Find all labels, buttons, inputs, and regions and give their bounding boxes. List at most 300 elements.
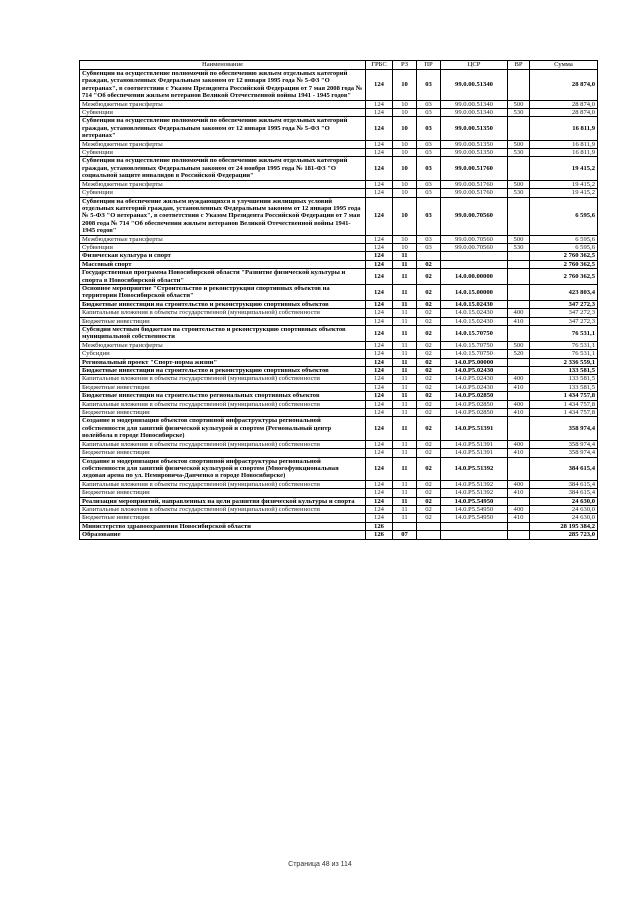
row-rz-cell: 11 [393, 309, 417, 317]
table-row [80, 252, 598, 260]
row-pr-cell: 03 [417, 197, 441, 235]
table-row [80, 309, 598, 317]
row-grbs-cell: 124 [366, 367, 393, 375]
row-csr-cell: 14.0.P5.02430 [441, 367, 508, 375]
row-grbs-cell: 124 [366, 375, 393, 383]
row-vr-cell: 400 [508, 375, 530, 383]
row-name-cell: Межбюджетные трансферты [80, 341, 366, 349]
row-csr-cell: 99.0.00.51350 [441, 117, 508, 140]
row-vr-cell: 500 [508, 100, 530, 108]
row-pr-cell: 02 [417, 326, 441, 342]
row-name-cell: Субвенции на осуществление полномочий по обеспечению жильем отдельных категорий граждан, установленных Федеральным законом от 24 ноября 1995 года № 181-ФЗ "О социальной защите инвалидов в Российской Федерации" [80, 157, 366, 180]
row-vr-cell: 530 [508, 149, 530, 157]
row-pr-cell: 03 [417, 149, 441, 157]
row-csr-cell: 14.0.15.02430 [441, 309, 508, 317]
row-csr-cell: 14.0.15.70750 [441, 350, 508, 358]
row-name-cell: Бюджетные инвестиции [80, 317, 366, 325]
table-row [80, 375, 598, 383]
row-sum-cell: 347 272,3 [530, 309, 598, 317]
row-vr-cell [508, 326, 530, 342]
table-row [80, 392, 598, 400]
row-rz-cell: 10 [393, 117, 417, 140]
row-sum-cell: 19 415,2 [530, 180, 598, 188]
row-rz-cell: 11 [393, 284, 417, 300]
row-rz-cell: 11 [393, 409, 417, 417]
row-grbs-cell: 124 [366, 489, 393, 497]
table-row [80, 300, 598, 308]
row-vr-cell: 500 [508, 180, 530, 188]
row-name-cell: Капитальные вложения в объекты государственной (муниципальной) собственности [80, 309, 366, 317]
table-row [80, 522, 598, 530]
row-sum-cell: 28 195 384,2 [530, 522, 598, 530]
row-grbs-cell: 124 [366, 189, 393, 197]
row-name-cell: Реализация мероприятий, направленных на цели развития физической культуры и спорта [80, 497, 366, 505]
row-pr-cell: 02 [417, 284, 441, 300]
row-pr-cell: 02 [417, 317, 441, 325]
row-name-cell: Субвенции [80, 189, 366, 197]
row-grbs-cell: 124 [366, 70, 393, 101]
row-sum-cell: 76 531,1 [530, 326, 598, 342]
row-pr-cell: 03 [417, 100, 441, 108]
row-grbs-cell: 124 [366, 300, 393, 308]
row-vr-cell: 500 [508, 140, 530, 148]
row-sum-cell: 28 874,0 [530, 70, 598, 101]
row-vr-cell: 400 [508, 440, 530, 448]
row-rz-cell: 11 [393, 350, 417, 358]
table-row [80, 457, 598, 480]
table-row [80, 409, 598, 417]
row-rz-cell: 10 [393, 109, 417, 117]
row-csr-cell: 99.0.00.51350 [441, 149, 508, 157]
row-csr-cell [441, 522, 508, 530]
row-sum-cell: 16 811,9 [530, 140, 598, 148]
row-vr-cell [508, 392, 530, 400]
row-rz-cell: 10 [393, 140, 417, 148]
row-rz-cell: 11 [393, 457, 417, 480]
row-name-cell: Бюджетные инвестиции на строительство и реконструкцию спортивных объектов [80, 300, 366, 308]
row-csr-cell: 99.0.00.51340 [441, 70, 508, 101]
table-row [80, 358, 598, 366]
row-rz-cell: 10 [393, 197, 417, 235]
row-pr-cell: 02 [417, 440, 441, 448]
row-grbs-cell: 124 [366, 350, 393, 358]
row-rz-cell: 11 [393, 252, 417, 260]
table-row [80, 117, 598, 140]
row-pr-cell: 02 [417, 392, 441, 400]
row-csr-cell: 14.0.15.70750 [441, 341, 508, 349]
row-name-cell: Субвенции на обеспечение жильем нуждающихся в улучшении жилищных условий отдельных категорий граждан, установленных Федеральным законом от 12 января 1995 года № 5-ФЗ "О ветеранах", в соответствии с Указом Президента Российской Федерации от 7 мая 2008 года № 714 "Об обеспечении жильем ветеранов Великой Отечественной войны 1941-1945 годов" [80, 197, 366, 235]
row-csr-cell: 14.0.P5.51391 [441, 417, 508, 440]
row-sum-cell: 347 272,3 [530, 300, 598, 308]
row-csr-cell: 99.0.00.70560 [441, 243, 508, 251]
row-grbs-cell: 124 [366, 109, 393, 117]
row-vr-cell [508, 284, 530, 300]
row-grbs-cell: 124 [366, 341, 393, 349]
col-header-vr: ВР [508, 61, 530, 70]
row-grbs-cell: 124 [366, 140, 393, 148]
row-grbs-cell: 124 [366, 480, 393, 488]
row-sum-cell: 24 630,0 [530, 497, 598, 505]
row-grbs-cell: 126 [366, 522, 393, 530]
row-pr-cell: 03 [417, 235, 441, 243]
row-vr-cell [508, 300, 530, 308]
row-csr-cell: 99.0.00.51760 [441, 180, 508, 188]
table-row [80, 367, 598, 375]
row-vr-cell [508, 358, 530, 366]
row-vr-cell [508, 157, 530, 180]
row-rz-cell: 11 [393, 341, 417, 349]
row-pr-cell: 03 [417, 109, 441, 117]
row-pr-cell: 02 [417, 350, 441, 358]
table-row [80, 260, 598, 268]
row-vr-cell: 410 [508, 409, 530, 417]
row-rz-cell: 10 [393, 189, 417, 197]
row-name-cell: Субвенции [80, 109, 366, 117]
row-grbs-cell: 124 [366, 514, 393, 522]
col-header-rz: РЗ [393, 61, 417, 70]
row-sum-cell: 28 874,0 [530, 109, 598, 117]
row-csr-cell: 14.0.P5.54950 [441, 514, 508, 522]
table-row [80, 440, 598, 448]
table-row [80, 326, 598, 342]
row-csr-cell: 14.0.P5.51391 [441, 449, 508, 457]
row-rz-cell: 11 [393, 480, 417, 488]
row-csr-cell: 14.0.P5.02430 [441, 383, 508, 391]
row-vr-cell: 530 [508, 189, 530, 197]
row-rz-cell: 11 [393, 514, 417, 522]
row-grbs-cell: 124 [366, 400, 393, 408]
table-row [80, 157, 598, 180]
row-pr-cell: 03 [417, 243, 441, 251]
row-grbs-cell: 124 [366, 235, 393, 243]
row-name-cell: Бюджетные инвестиции [80, 449, 366, 457]
row-pr-cell: 02 [417, 489, 441, 497]
row-rz-cell: 11 [393, 489, 417, 497]
row-name-cell: Бюджетные инвестиции [80, 383, 366, 391]
row-grbs-cell: 124 [366, 358, 393, 366]
row-rz-cell: 10 [393, 100, 417, 108]
table-row [80, 383, 598, 391]
table-row [80, 269, 598, 285]
table-row [80, 284, 598, 300]
row-vr-cell [508, 269, 530, 285]
row-csr-cell: 14.0.P5.54950 [441, 497, 508, 505]
row-name-cell: Бюджетные инвестиции [80, 489, 366, 497]
row-vr-cell: 410 [508, 317, 530, 325]
row-vr-cell [508, 417, 530, 440]
row-rz-cell: 10 [393, 180, 417, 188]
row-csr-cell [441, 260, 508, 268]
table-row [80, 341, 598, 349]
row-rz-cell: 11 [393, 269, 417, 285]
row-name-cell: Основное мероприятие "Строительство и реконструкция спортивных объектов на территории Новосибирской области" [80, 284, 366, 300]
row-pr-cell: 02 [417, 269, 441, 285]
row-name-cell: Региональный проект "Спорт-норма жизни" [80, 358, 366, 366]
row-vr-cell: 400 [508, 400, 530, 408]
row-rz-cell: 11 [393, 375, 417, 383]
row-vr-cell [508, 260, 530, 268]
row-sum-cell: 384 615,4 [530, 489, 598, 497]
row-pr-cell: 02 [417, 457, 441, 480]
row-sum-cell: 358 974,4 [530, 449, 598, 457]
row-csr-cell: 14.0.00.00000 [441, 269, 508, 285]
row-vr-cell [508, 70, 530, 101]
row-sum-cell: 133 581,5 [530, 375, 598, 383]
row-sum-cell: 19 415,2 [530, 189, 598, 197]
row-name-cell: Физическая культура и спорт [80, 252, 366, 260]
row-name-cell: Создание и модернизация объектов спортивной инфраструктуры региональной собственности для занятий физической культурой и спортом (Региональный центр волейбола в городе Новосибирске) [80, 417, 366, 440]
row-grbs-cell: 124 [366, 269, 393, 285]
row-vr-cell [508, 531, 530, 539]
row-pr-cell: 02 [417, 300, 441, 308]
row-pr-cell: 02 [417, 367, 441, 375]
row-pr-cell: 02 [417, 480, 441, 488]
row-rz-cell: 11 [393, 367, 417, 375]
row-grbs-cell: 124 [366, 409, 393, 417]
row-sum-cell: 384 615,4 [530, 480, 598, 488]
row-grbs-cell: 124 [366, 497, 393, 505]
row-csr-cell: 14.0.15.02430 [441, 300, 508, 308]
row-sum-cell: 76 531,1 [530, 350, 598, 358]
row-csr-cell: 99.0.00.51340 [441, 109, 508, 117]
row-sum-cell: 16 811,9 [530, 117, 598, 140]
row-sum-cell: 384 615,4 [530, 457, 598, 480]
row-vr-cell [508, 522, 530, 530]
row-name-cell: Субсидии [80, 350, 366, 358]
row-grbs-cell: 124 [366, 149, 393, 157]
row-grbs-cell: 124 [366, 117, 393, 140]
row-csr-cell: 99.0.00.70560 [441, 235, 508, 243]
row-vr-cell: 500 [508, 341, 530, 349]
row-name-cell: Субвенции на осуществление полномочий по обеспечению жильем отдельных категорий граждан, установленных Федеральным законом от 12 января 1995 года № 5-ФЗ "О ветеранах" [80, 117, 366, 140]
row-pr-cell: 02 [417, 341, 441, 349]
row-sum-cell: 6 595,6 [530, 235, 598, 243]
row-csr-cell: 99.0.00.51760 [441, 157, 508, 180]
row-vr-cell [508, 367, 530, 375]
row-grbs-cell: 124 [366, 383, 393, 391]
row-rz-cell: 10 [393, 235, 417, 243]
table-row [80, 197, 598, 235]
row-grbs-cell: 124 [366, 260, 393, 268]
row-vr-cell: 410 [508, 449, 530, 457]
row-name-cell: Субвенции [80, 243, 366, 251]
row-vr-cell: 400 [508, 480, 530, 488]
row-sum-cell: 16 811,9 [530, 149, 598, 157]
row-vr-cell: 410 [508, 383, 530, 391]
row-csr-cell: 14.0.P5.51392 [441, 480, 508, 488]
row-rz-cell: 11 [393, 449, 417, 457]
row-grbs-cell: 124 [366, 417, 393, 440]
row-rz-cell: 10 [393, 157, 417, 180]
row-grbs-cell: 124 [366, 392, 393, 400]
row-name-cell: Бюджетные инвестиции [80, 514, 366, 522]
row-pr-cell: 02 [417, 260, 441, 268]
col-header-csr: ЦСР [441, 61, 508, 70]
table-header-row [80, 61, 598, 70]
row-name-cell: Межбюджетные трансферты [80, 100, 366, 108]
row-grbs-cell: 124 [366, 100, 393, 108]
row-sum-cell: 19 415,2 [530, 157, 598, 180]
row-pr-cell: 02 [417, 409, 441, 417]
table-row [80, 417, 598, 440]
row-grbs-cell: 124 [366, 243, 393, 251]
row-csr-cell: 99.0.00.70560 [441, 197, 508, 235]
row-rz-cell: 11 [393, 358, 417, 366]
row-vr-cell: 410 [508, 489, 530, 497]
row-csr-cell: 14.0.P5.54950 [441, 505, 508, 513]
row-sum-cell: 133 581,5 [530, 367, 598, 375]
row-grbs-cell: 124 [366, 449, 393, 457]
row-pr-cell [417, 252, 441, 260]
row-name-cell: Субвенции [80, 149, 366, 157]
row-name-cell: Бюджетные инвестиции [80, 409, 366, 417]
row-rz-cell: 11 [393, 260, 417, 268]
row-csr-cell: 14.0.P5.02850 [441, 392, 508, 400]
row-vr-cell [508, 252, 530, 260]
row-pr-cell: 02 [417, 417, 441, 440]
row-csr-cell: 14.0.P5.51391 [441, 440, 508, 448]
row-name-cell: Бюджетные инвестиции на строительство и реконструкцию спортивных объектов [80, 367, 366, 375]
row-pr-cell: 03 [417, 180, 441, 188]
row-rz-cell: 11 [393, 392, 417, 400]
row-csr-cell: 14.0.P5.51392 [441, 457, 508, 480]
row-grbs-cell: 126 [366, 531, 393, 539]
row-rz-cell: 11 [393, 440, 417, 448]
table-row [80, 350, 598, 358]
row-vr-cell: 500 [508, 235, 530, 243]
row-pr-cell: 02 [417, 383, 441, 391]
row-rz-cell [393, 522, 417, 530]
budget-table [79, 60, 598, 540]
row-name-cell: Субвенции на осуществление полномочий по обеспечению жильем отдельных категорий граждан, установленных Федеральным законом от 12 января 1995 года № 5-ФЗ "О ветеранах", в соответствии с Указом Президента Российской Федерации от 7 мая 2008 года № 714 "Об обеспечении жильем ветеранов Великой Отечественной войны 1941 - 1945 годов" [80, 70, 366, 101]
row-name-cell: Межбюджетные трансферты [80, 235, 366, 243]
row-csr-cell [441, 252, 508, 260]
row-sum-cell: 1 434 757,8 [530, 409, 598, 417]
table-row [80, 243, 598, 251]
row-sum-cell: 347 272,3 [530, 317, 598, 325]
row-vr-cell: 520 [508, 350, 530, 358]
table-row [80, 180, 598, 188]
table-row [80, 149, 598, 157]
row-vr-cell [508, 117, 530, 140]
table-row [80, 400, 598, 408]
row-grbs-cell: 124 [366, 317, 393, 325]
table-row [80, 189, 598, 197]
row-name-cell: Субсидии местным бюджетам на строительство и реконструкцию спортивных объектов муниципальной собственности [80, 326, 366, 342]
row-pr-cell: 02 [417, 309, 441, 317]
row-csr-cell [441, 531, 508, 539]
row-csr-cell: 14.0.15.70750 [441, 326, 508, 342]
row-csr-cell: 14.0.P5.51392 [441, 489, 508, 497]
row-pr-cell: 02 [417, 400, 441, 408]
row-sum-cell: 358 974,4 [530, 417, 598, 440]
row-rz-cell: 11 [393, 383, 417, 391]
row-pr-cell: 02 [417, 505, 441, 513]
row-csr-cell: 14.0.15.02430 [441, 317, 508, 325]
row-sum-cell: 28 874,0 [530, 100, 598, 108]
row-rz-cell: 10 [393, 243, 417, 251]
row-pr-cell: 03 [417, 189, 441, 197]
row-rz-cell: 11 [393, 417, 417, 440]
row-csr-cell: 99.0.00.51340 [441, 100, 508, 108]
page-number: Страница 48 из 114 [288, 861, 352, 868]
row-pr-cell: 03 [417, 157, 441, 180]
row-csr-cell: 99.0.00.51350 [441, 140, 508, 148]
row-name-cell: Капитальные вложения в объекты государственной (муниципальной) собственности [80, 375, 366, 383]
row-grbs-cell: 124 [366, 505, 393, 513]
row-sum-cell: 423 803,4 [530, 284, 598, 300]
row-name-cell: Образование [80, 531, 366, 539]
row-rz-cell: 07 [393, 531, 417, 539]
row-grbs-cell: 124 [366, 457, 393, 480]
row-sum-cell: 2 760 362,5 [530, 269, 598, 285]
row-pr-cell: 03 [417, 117, 441, 140]
row-grbs-cell: 124 [366, 252, 393, 260]
row-vr-cell: 400 [508, 309, 530, 317]
row-vr-cell [508, 457, 530, 480]
row-pr-cell: 02 [417, 375, 441, 383]
row-csr-cell: 99.0.00.51760 [441, 189, 508, 197]
row-rz-cell: 11 [393, 400, 417, 408]
row-grbs-cell: 124 [366, 197, 393, 235]
row-name-cell: Межбюджетные трансферты [80, 180, 366, 188]
row-pr-cell: 03 [417, 140, 441, 148]
row-sum-cell: 358 974,4 [530, 440, 598, 448]
col-header-grbs: ГРБС [366, 61, 393, 70]
row-sum-cell: 24 630,0 [530, 514, 598, 522]
row-pr-cell: 02 [417, 497, 441, 505]
row-rz-cell: 11 [393, 317, 417, 325]
table-row [80, 497, 598, 505]
table-row [80, 489, 598, 497]
row-grbs-cell: 124 [366, 309, 393, 317]
table-row [80, 235, 598, 243]
table-body [80, 70, 598, 540]
table-row [80, 109, 598, 117]
row-pr-cell [417, 522, 441, 530]
row-name-cell: Капитальные вложения в объекты государственной (муниципальной) собственности [80, 440, 366, 448]
row-name-cell: Капитальные вложения в объекты государственной (муниципальной) собственности [80, 505, 366, 513]
row-grbs-cell: 124 [366, 157, 393, 180]
row-vr-cell: 400 [508, 505, 530, 513]
row-sum-cell: 2 760 362,5 [530, 252, 598, 260]
row-vr-cell: 410 [508, 514, 530, 522]
row-sum-cell: 1 434 757,8 [530, 400, 598, 408]
row-sum-cell: 24 630,0 [530, 505, 598, 513]
table-row [80, 70, 598, 101]
row-csr-cell: 14.0.P5.00000 [441, 358, 508, 366]
row-name-cell: Капитальные вложения в объекты государственной (муниципальной) собственности [80, 400, 366, 408]
row-grbs-cell: 124 [366, 440, 393, 448]
row-rz-cell: 11 [393, 326, 417, 342]
row-rz-cell: 11 [393, 505, 417, 513]
row-vr-cell [508, 497, 530, 505]
row-grbs-cell: 124 [366, 326, 393, 342]
row-sum-cell: 2 336 559,1 [530, 358, 598, 366]
row-name-cell: Межбюджетные трансферты [80, 140, 366, 148]
col-header-sum: Сумма [530, 61, 598, 70]
row-rz-cell: 10 [393, 149, 417, 157]
row-rz-cell: 11 [393, 300, 417, 308]
row-pr-cell: 02 [417, 358, 441, 366]
row-sum-cell: 285 723,0 [530, 531, 598, 539]
row-sum-cell: 2 760 362,5 [530, 260, 598, 268]
row-csr-cell: 14.0.P5.02850 [441, 409, 508, 417]
row-name-cell: Капитальные вложения в объекты государственной (муниципальной) собственности [80, 480, 366, 488]
table-row [80, 505, 598, 513]
row-name-cell: Создание и модернизация объектов спортивной инфраструктуры региональной собственности для занятий физической культурой и спортом (Многофункциональная ледовая арена по ул. Немировича-Данченко в городе Новосибирске) [80, 457, 366, 480]
table-row [80, 140, 598, 148]
